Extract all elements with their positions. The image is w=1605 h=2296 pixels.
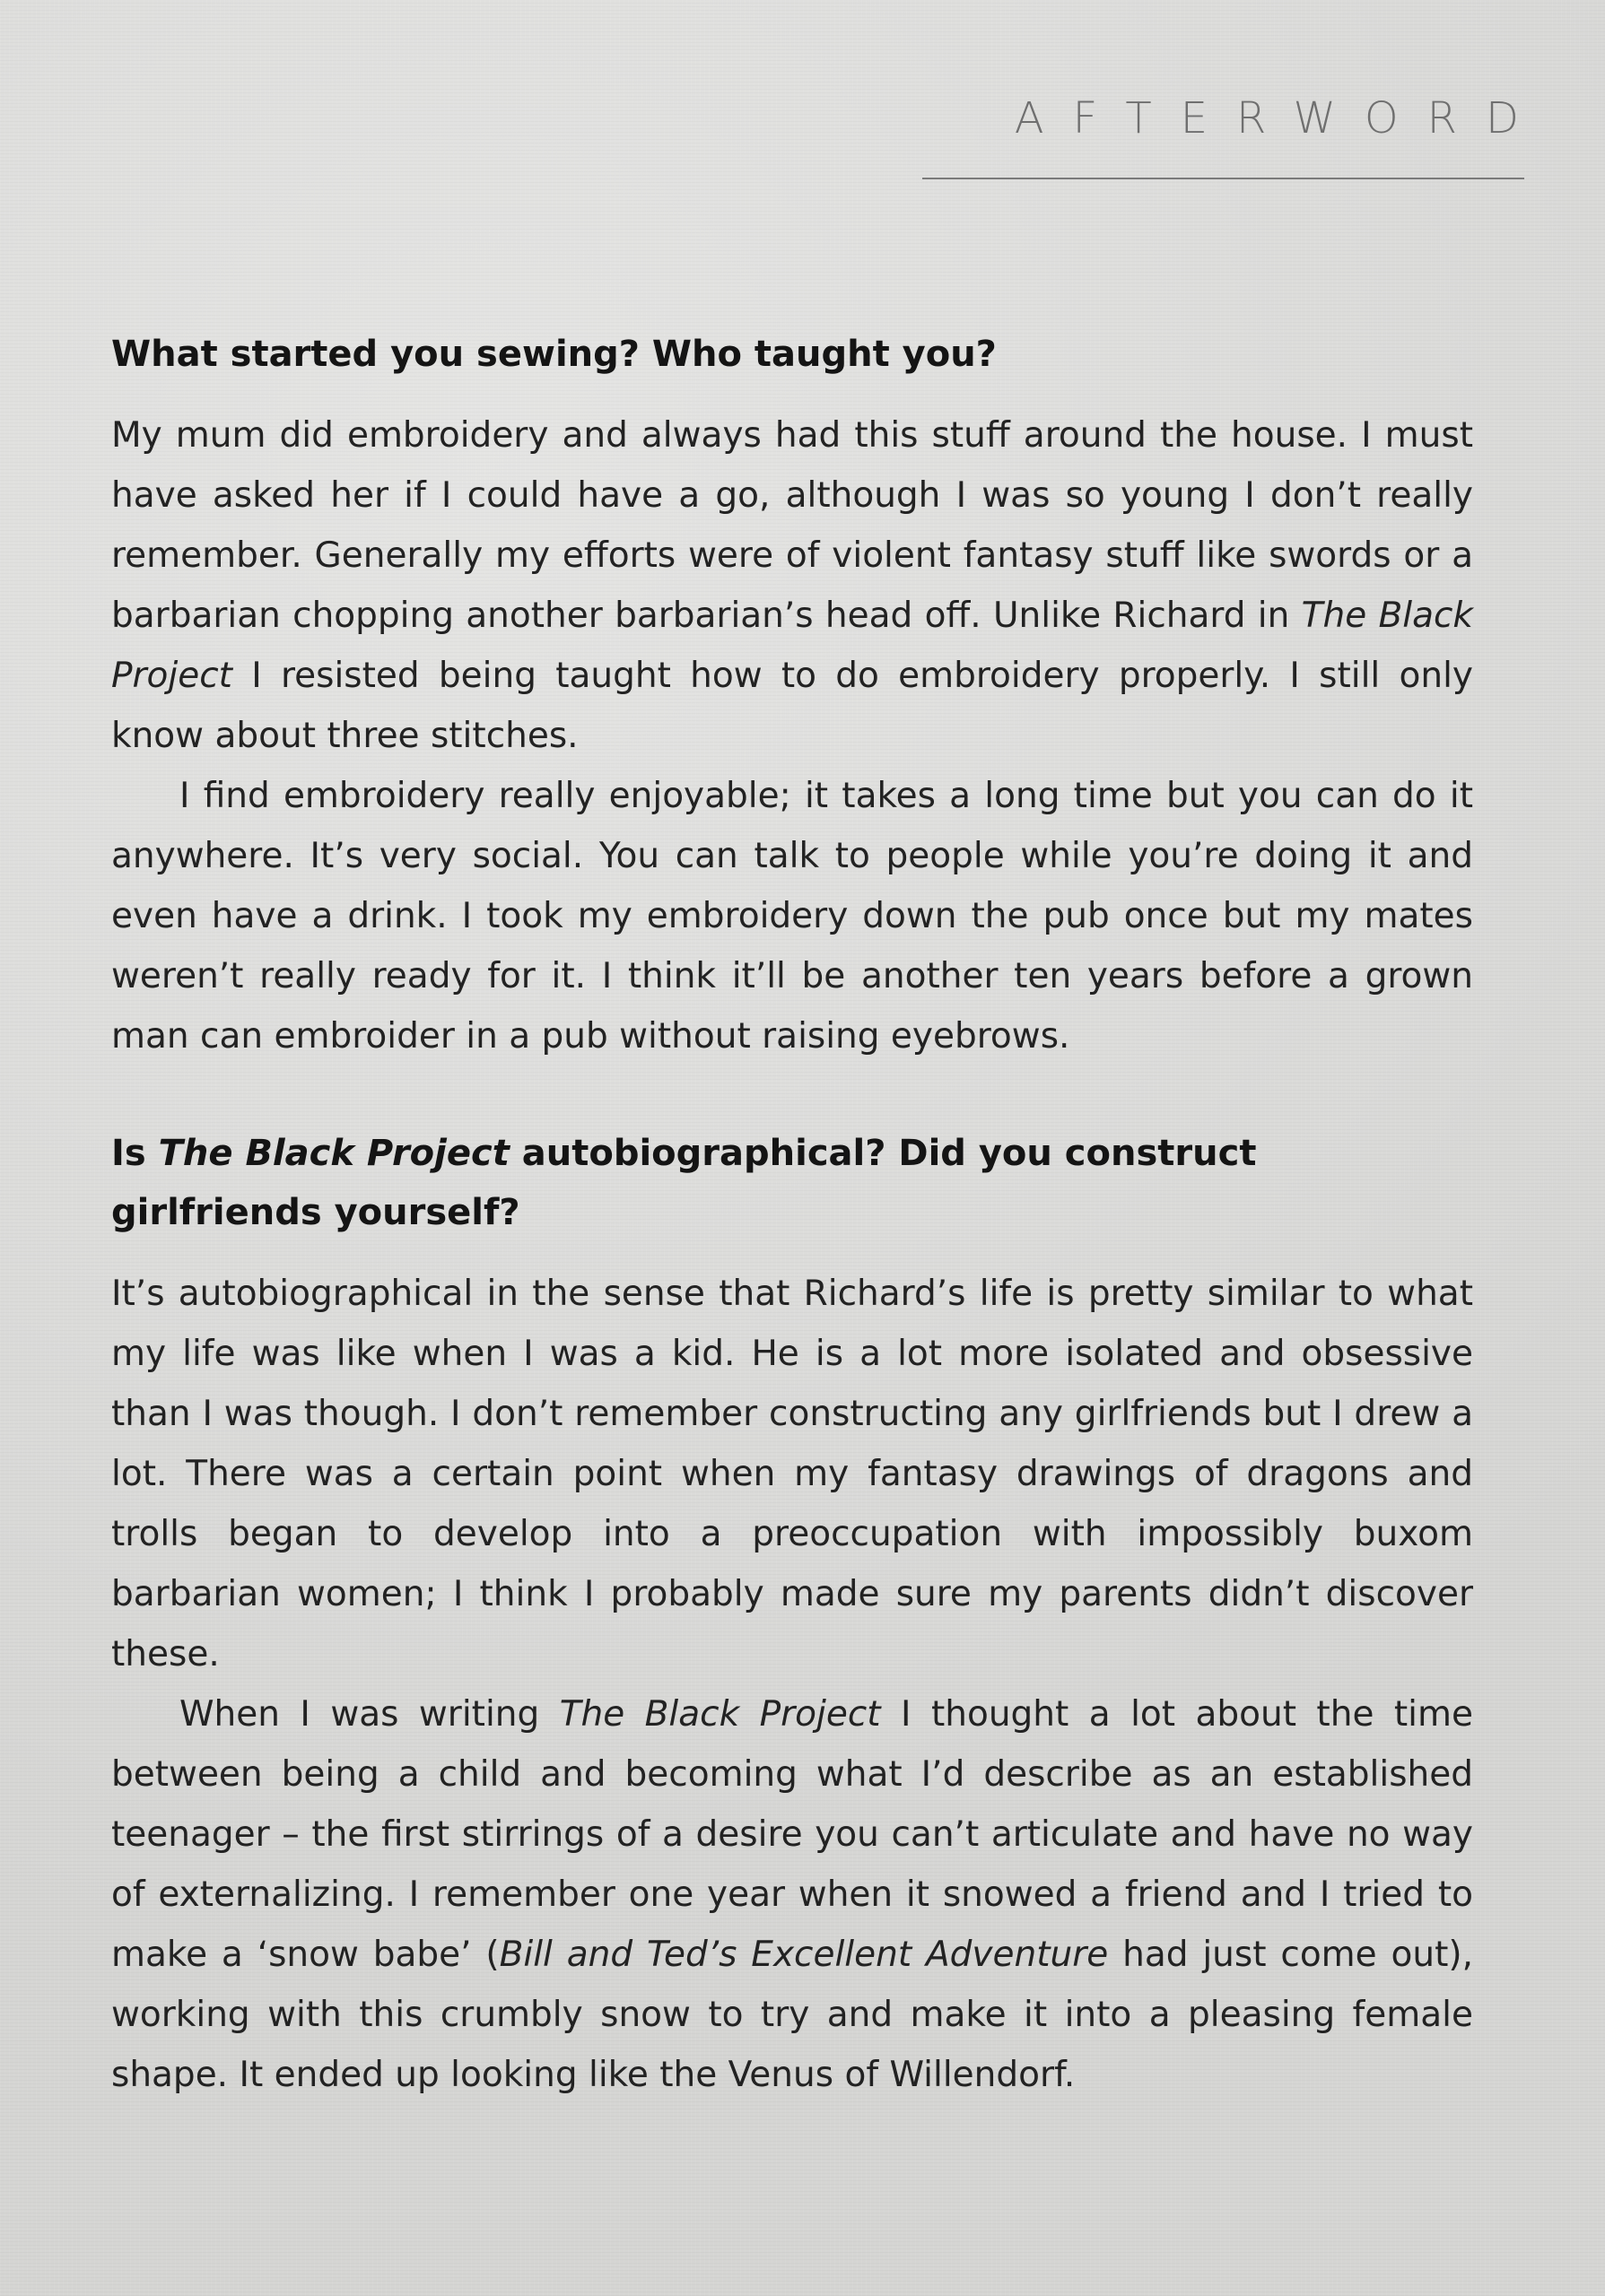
answer-paragraph xyxy=(111,1684,1473,2105)
book-title: The Black Project xyxy=(158,1133,510,1174)
page-body xyxy=(111,325,1473,2105)
book-title: The Black Project xyxy=(111,596,1474,696)
answer-text: When I was writing xyxy=(179,1694,560,1735)
question-heading xyxy=(111,1124,1473,1242)
question-text: autobiographical? Did you construct girlfriends yourself? xyxy=(111,1133,1257,1233)
running-head: AFTERWORD xyxy=(1014,93,1548,144)
question-heading: What started you sewing? Who taught you? xyxy=(111,334,997,375)
answer-text: I find embroidery really enjoyable; it takes a long time but you can do it anywhere. It’s very social. You can talk to people while you’re doing it and even have a drink. I took my embroidery down the pub once but my mates weren’t really ready for it. I think it’ll be another ten years before a grown man can embroider in a pub without raising eyebrows. xyxy=(111,776,1473,1057)
answer-text: My mum did embroidery and always had this stuff around the house. I must have asked her if I could have a go, although I was so young I don’t really remember. Generally my efforts were of violent fantasy stuff like swords or a barbarian chopping another barbarian’s head off. Unlike Richard in xyxy=(111,415,1473,636)
answer-text: had just come out), working with this crumbly snow to try and make it into a pleasing female shape. It ended up looking like the Venus of Willendorf. xyxy=(111,1935,1473,2095)
answer-text: It’s autobiographical in the sense that Richard’s life is pretty similar to what my life was like when I was a kid. He is a lot more isolated and obsessive than I was though. I don’t remember constructing any girlfriends but I drew a lot. There was a certain point when my fantasy drawings of dragons and trolls began to develop into a preoccupation with impossibly buxom barbarian women; I think I probably made sure my parents didn’t discover these. xyxy=(111,1274,1473,1674)
answer-text: I resisted being taught how to do embroidery properly. I still only know about three stitches. xyxy=(111,656,1473,756)
answer-paragraph xyxy=(111,405,1473,766)
film-title: Bill and Ted’s Excellent Adventure xyxy=(499,1935,1109,1975)
answer-paragraph xyxy=(111,1264,1473,1684)
answer-text: I thought a lot about the time between being a child and becoming what I’d describe as an established teenager – the first stirrings of a desire you can’t articulate and have no way of externalizing. I remember one year when it snowed a friend and I tried to make a ‘snow babe’ ( xyxy=(111,1694,1473,1975)
answer-paragraph xyxy=(111,766,1473,1066)
header-rule xyxy=(922,178,1524,179)
question-text: Is xyxy=(111,1133,159,1174)
book-title: The Black Project xyxy=(559,1694,881,1735)
